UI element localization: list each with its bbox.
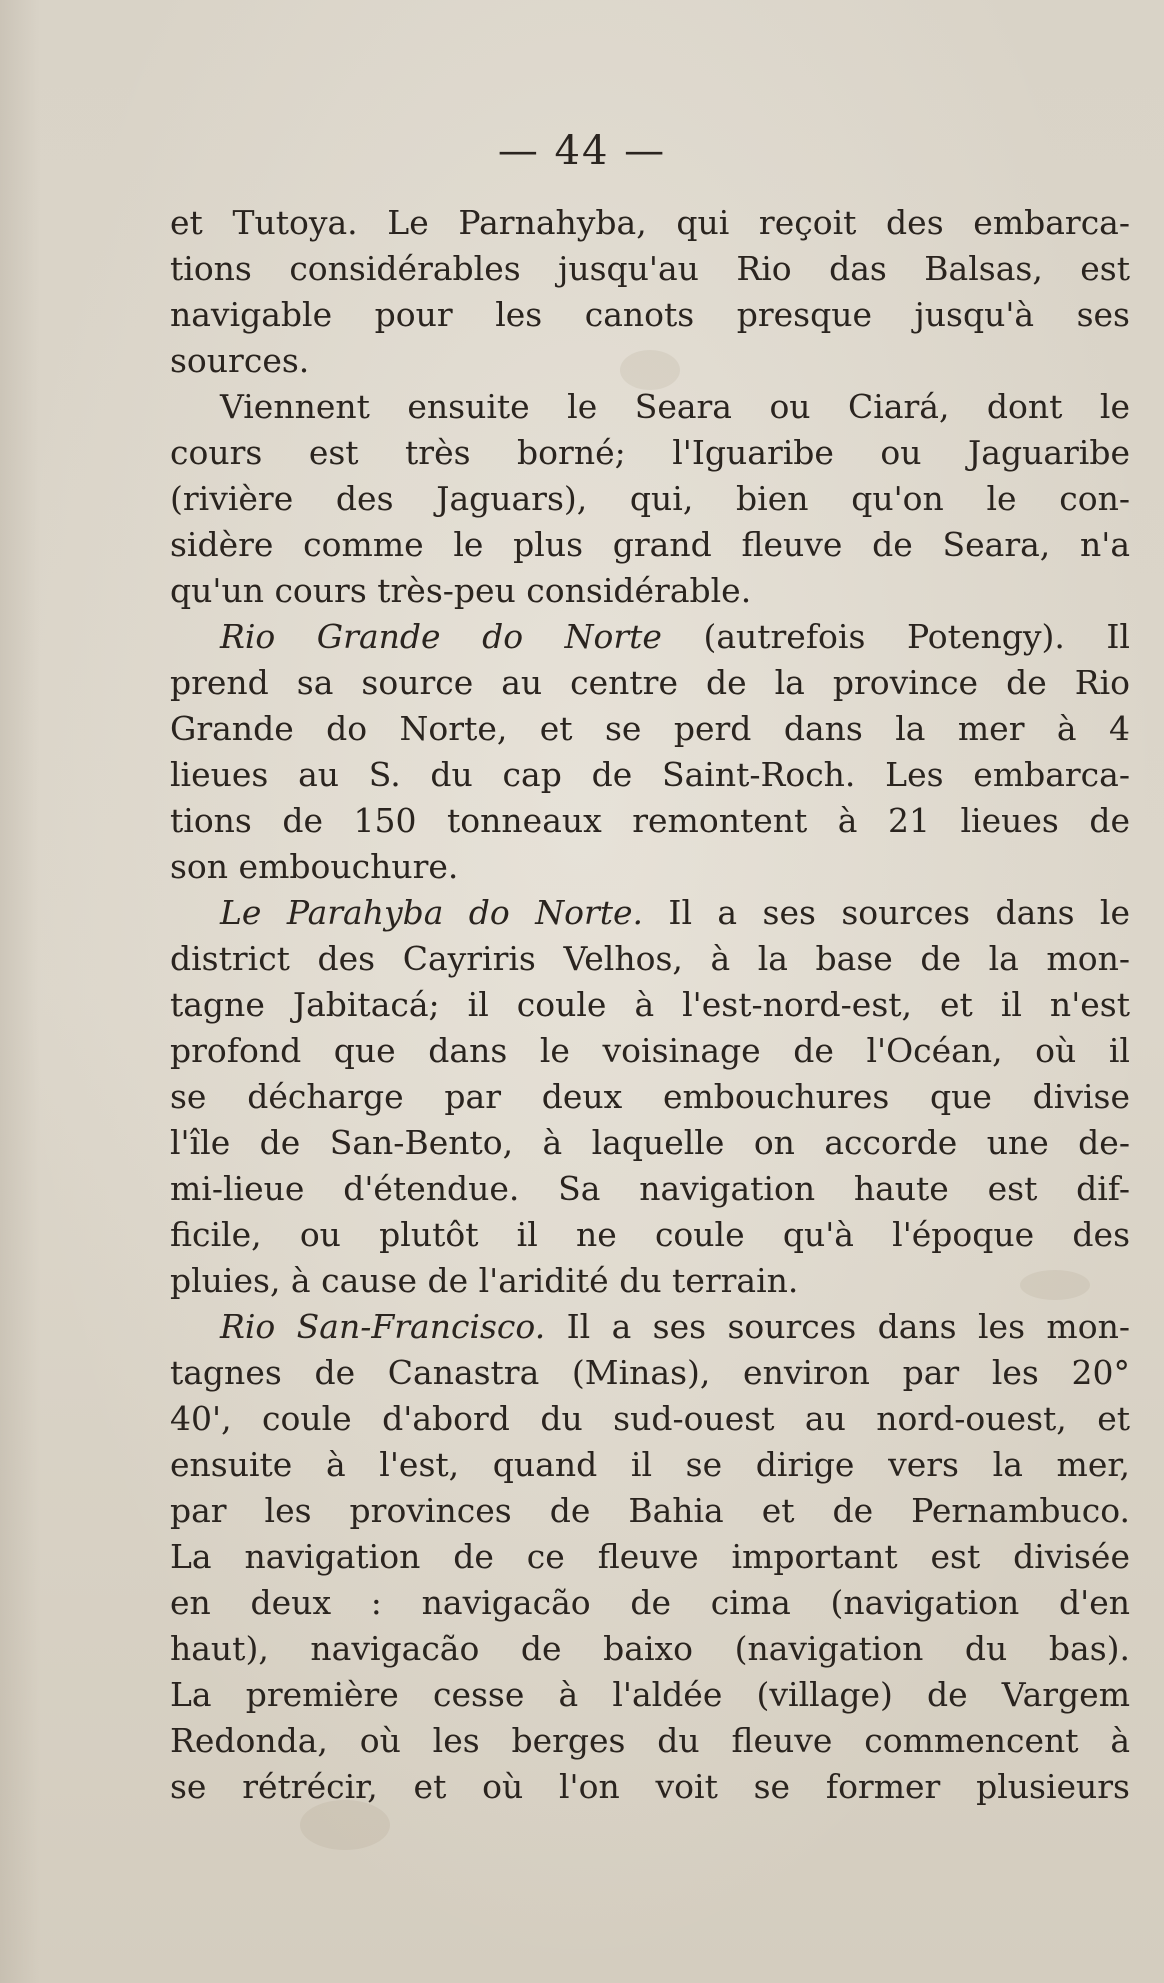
text-line [170,246,1130,292]
line-text: lieues au S. du cap de Saint-Roch. Les embarca- [170,755,1130,794]
line-text: se rétrécir, et où l'on voit se former plusieurs [170,1767,1130,1806]
text-line [170,1304,1130,1350]
line-text: se décharge par deux embouchures que divise [170,1077,1130,1116]
line-text: La navigation de ce fleuve important est divisée [170,1537,1130,1576]
line-text: mi-lieue d'étendue. Sa navigation haute est dif- [170,1169,1130,1208]
line-text: cours est très borné; l'Iguaribe ou Jaguaribe [170,433,1130,472]
text-line [170,1626,1130,1672]
text-line [170,1534,1130,1580]
text-line [170,936,1130,982]
text-line [170,1350,1130,1396]
text-line [170,1442,1130,1488]
text-line [170,430,1130,476]
page-number: — 44 — [497,128,667,174]
line-text: profond que dans le voisinage de l'Océan, où il [170,1031,1130,1070]
line-text: Il a ses sources dans le [643,893,1130,932]
text-line [170,1580,1130,1626]
text-line [170,522,1130,568]
text-line [170,798,1130,844]
italic-heading: Rio San-Francisco. [220,1307,546,1346]
text-line [170,1028,1130,1074]
text-line [170,1166,1130,1212]
line-text: par les provinces de Bahia et de Pernambuco. [170,1491,1130,1530]
text-line [170,660,1130,706]
text-line [170,1672,1130,1718]
line-text: tions de 150 tonneaux remontent à 21 lieues de [170,801,1130,840]
line-text: tions considérables jusqu'au Rio das Balsas, est [170,249,1130,288]
line-text: tagnes de Canastra (Minas), environ par les 20° [170,1353,1130,1392]
line-text: qu'un cours très-peu considérable. [170,571,752,610]
line-text: Il a ses sources dans les mon- [545,1307,1130,1346]
line-text: et Tutoya. Le Parnahyba, qui reçoit des embarca- [170,203,1130,242]
line-text: La première cesse à l'aldée (village) de Vargem [170,1675,1130,1714]
line-text: pluies, à cause de l'aridité du terrain. [170,1261,799,1300]
text-line [170,706,1130,752]
text-line [170,1120,1130,1166]
text-line [170,568,1130,614]
line-text: Redonda, où les berges du fleuve commencent à [170,1721,1130,1760]
italic-heading: Le Parahyba do Norte. [220,893,644,932]
line-text: 40', coule d'abord du sud-ouest au nord-ouest, et [170,1399,1130,1438]
line-text: sidère comme le plus grand fleuve de Seara, n'a [170,525,1130,564]
line-text: (autrefois Potengy). Il [661,617,1130,656]
line-text: tagne Jabitacá; il coule à l'est-nord-est, et il n'est [170,985,1130,1024]
line-text: navigable pour les canots presque jusqu'à ses [170,295,1130,334]
text-line [170,1396,1130,1442]
text-line [170,1212,1130,1258]
line-text: Viennent ensuite le Seara ou Ciará, dont le [220,387,1130,426]
text-line [170,1258,1130,1304]
line-text: district des Cayriris Velhos, à la base de la mon- [170,939,1130,978]
text-line [170,292,1130,338]
text-line [170,982,1130,1028]
line-text: sources. [170,341,310,380]
body-text [170,200,1130,1810]
text-line [170,1074,1130,1120]
text-line [170,614,1130,660]
page-edge-shadow [0,0,40,1983]
line-text: ficile, ou plutôt il ne coule qu'à l'époque des [170,1215,1130,1254]
text-line [170,890,1130,936]
line-text: (rivière des Jaguars), qui, bien qu'on le con- [170,479,1130,518]
text-line [170,844,1130,890]
text-line [170,752,1130,798]
line-text: haut), navigacão de baixo (navigation du bas). [170,1629,1130,1668]
line-text: l'île de San-Bento, à laquelle on accorde une de- [170,1123,1130,1162]
line-text: Grande do Norte, et se perd dans la mer à 4 [170,709,1130,748]
text-line [170,338,1130,384]
text-line [170,1764,1130,1810]
text-line [170,1718,1130,1764]
line-text: ensuite à l'est, quand il se dirige vers la mer, [170,1445,1130,1484]
text-line [170,1488,1130,1534]
text-line [170,384,1130,430]
line-text: en deux : navigacão de cima (navigation d'en [170,1583,1130,1622]
italic-heading: Rio Grande do Norte [220,617,662,656]
text-line [170,476,1130,522]
text-line [170,200,1130,246]
line-text: prend sa source au centre de la province de Rio [170,663,1130,702]
line-text: son embouchure. [170,847,459,886]
